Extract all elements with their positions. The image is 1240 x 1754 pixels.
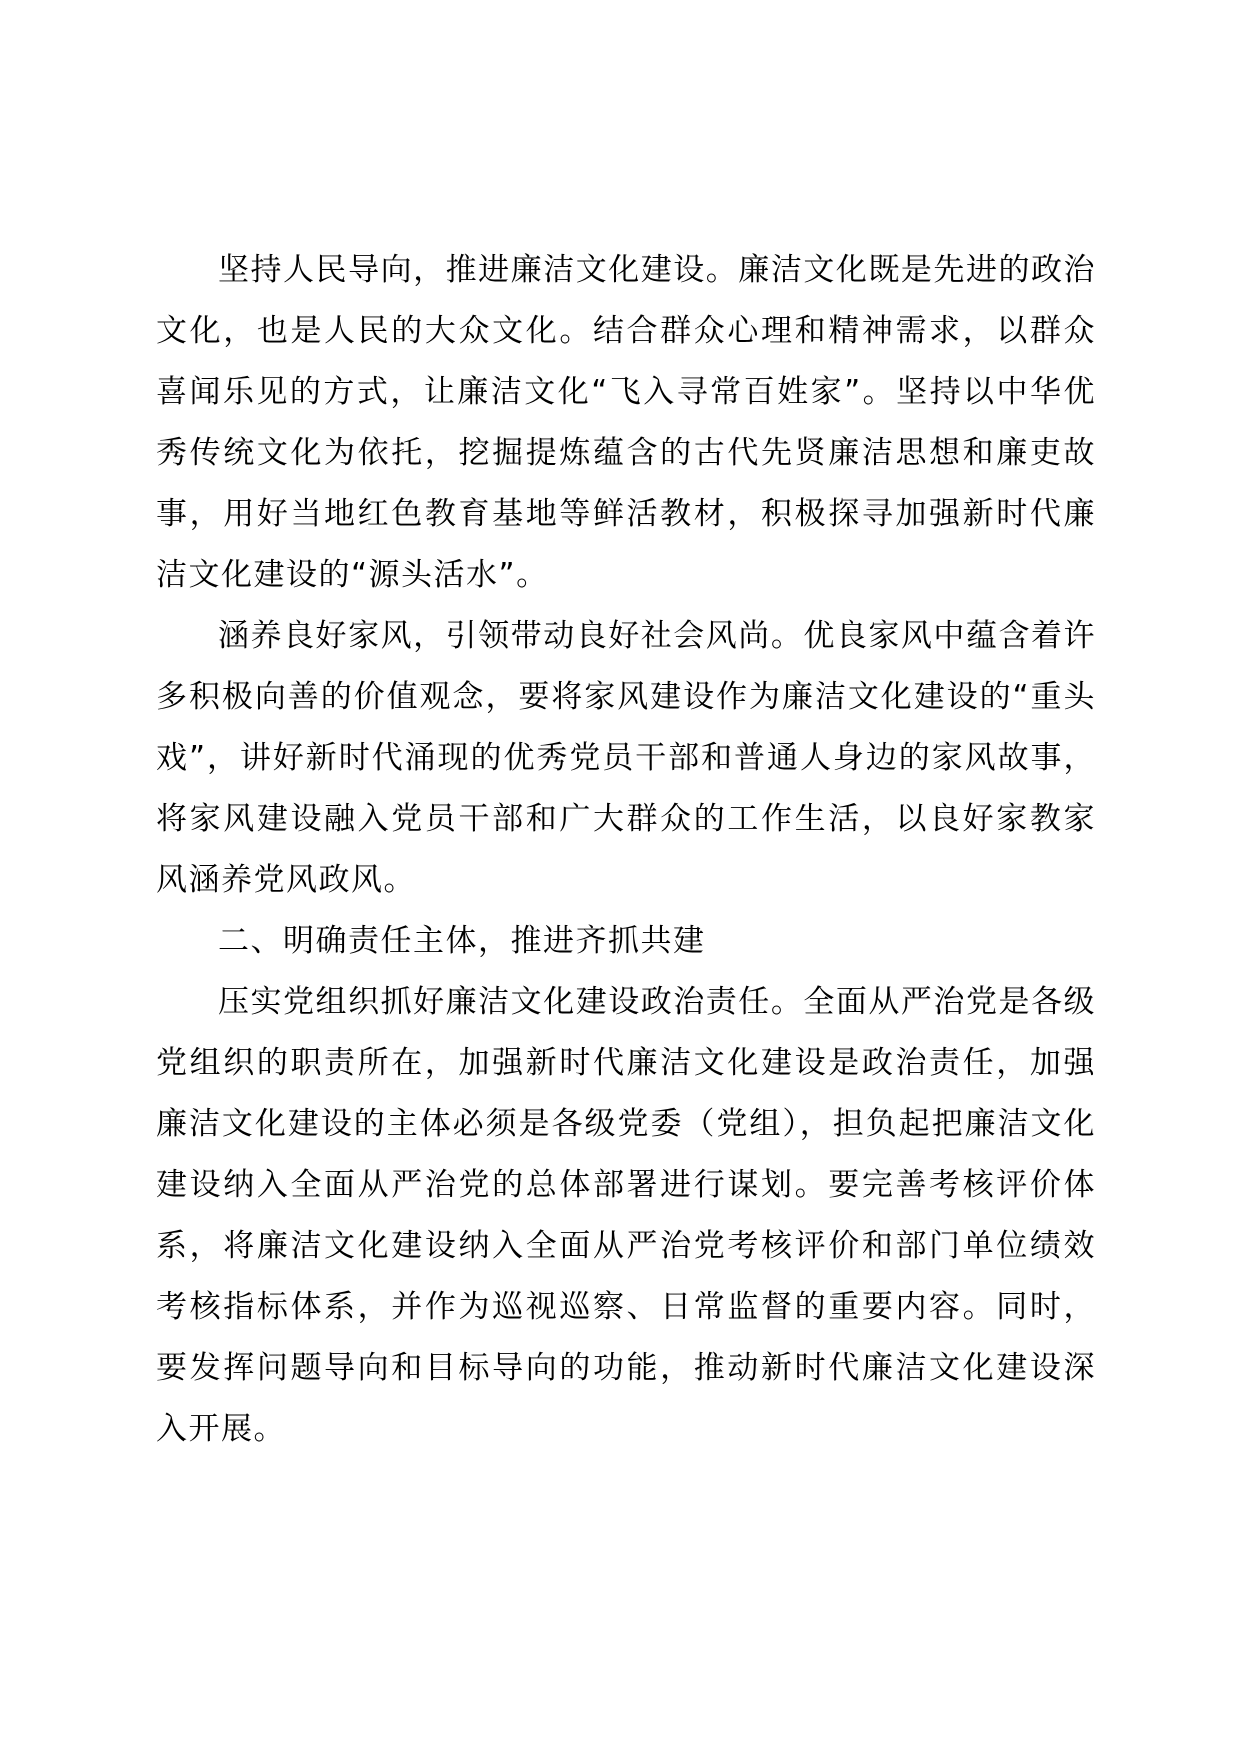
document-body <box>156 240 1096 1460</box>
paragraph-party-responsibility: 压实党组织抓好廉洁文化建设政治责任。全面从严治党是各级党组织的职责所在，加强新时代廉洁文化建设是政治责任，加强廉洁文化建设的主体必须是各级党委（党组），担负起把廉洁文化建设纳入全面从严治党的总体部署进行谋划。要完善考核评价体系，将廉洁文化建设纳入全面从严治党考核评价和部门单位绩效考核指标体系，并作为巡视巡察、日常监督的重要内容。同时，要发挥问题导向和目标导向的功能，推动新时代廉洁文化建设深入开展。 <box>156 984 1096 1447</box>
section-heading: 二、明确责任主体，推进齐抓共建 <box>218 923 706 959</box>
paragraph-family-tradition: 涵养良好家风，引领带动良好社会风尚。优良家风中蕴含着许多积极向善的价值观念，要将家风建设作为廉洁文化建设的“重头戏”，讲好新时代涌现的优秀党员干部和普通人身边的家风故事，将家风建设融入党员干部和广大群众的工作生活，以良好家教家风涵养党风政风。 <box>156 618 1096 898</box>
paragraph-people-oriented: 坚持人民导向，推进廉洁文化建设。廉洁文化既是先进的政治文化，也是人民的大众文化。结合群众心理和精神需求，以群众喜闻乐见的方式，让廉洁文化“飞入寻常百姓家”。坚持以中华优秀传统文化为依托，挖掘提炼蕴含的古代先贤廉洁思想和廉吏故事，用好当地红色教育基地等鲜活教材，积极探寻加强新时代廉洁文化建设的“源头活水”。 <box>156 252 1096 593</box>
